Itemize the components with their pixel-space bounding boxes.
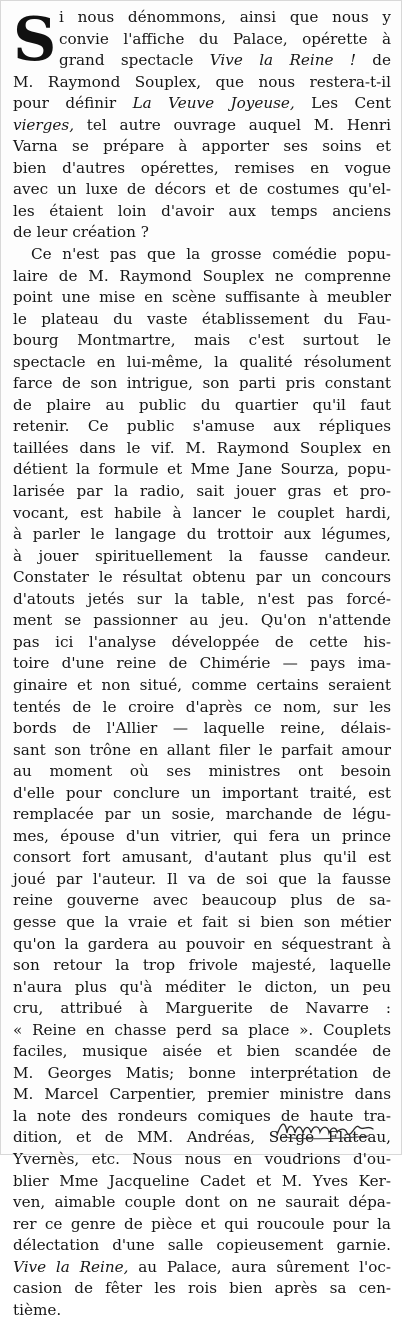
- article-line: M. Raymond Souplex, que nous restera-t-il: [13, 72, 391, 91]
- article-line: ment se passionner au jeu. Qu'on n'attende: [13, 611, 391, 630]
- article-line: joué par l'auteur. Il va de soi que la fausse: [13, 869, 391, 888]
- article-line: blier Mme Jacqueline Cadet et M. Yves Ker-: [13, 1171, 391, 1190]
- article-line: retenir. Ce public s'amuse aux répliques: [13, 417, 391, 436]
- article-line: i nous dénommons, ainsi que nous y: [59, 8, 391, 26]
- article-line: vierges, tel autre ouvrage auquel M. Henri: [13, 115, 391, 134]
- article-line: gesse que la vraie et fait si bien son métier: [13, 912, 391, 931]
- article-line: les étaient loin d'avoir aux temps anciens: [13, 201, 391, 220]
- article-line: faciles, musique aisée et bien scandée de: [13, 1042, 391, 1061]
- article-line: au moment où ses ministres ont besoin: [13, 762, 391, 781]
- article-line: farce de son intrigue, son parti pris constant: [13, 374, 391, 393]
- article-line: dition, et de MM. Andréas, Serge Flateau,: [13, 1128, 391, 1147]
- article-line: remplacée par un sosie, marchande de légu-: [13, 805, 391, 824]
- article-line: « Reine en chasse perd sa place ». Couplets: [13, 1020, 391, 1039]
- article-line: détient la formule et Mme Jane Sourza, popu-: [13, 460, 391, 479]
- article-line: convie l'affiche du Palace, opérette à: [59, 29, 391, 48]
- article-line: tième.: [13, 1300, 62, 1319]
- article-line: ven, aimable couple dont on ne saurait dépa-: [13, 1193, 391, 1212]
- article-line: à jouer spirituellement la fausse candeur.: [13, 546, 391, 565]
- article-line: de plaire au public du quartier qu'il faut: [13, 395, 391, 414]
- article-line: d'atouts jetés sur la table, n'est pas forcé-: [13, 589, 391, 608]
- article-line: bourg Montmartre, mais c'est surtout le: [13, 331, 391, 350]
- article-line: Yvernès, etc. Nous nous en voudrions d'ou-: [13, 1149, 391, 1168]
- article-line: de leur création ?: [13, 223, 149, 242]
- article-line: pas ici l'analyse développée de cette his-: [13, 632, 391, 651]
- article-line: Constater le résultat obtenu par un concours: [13, 568, 391, 587]
- article-line: Varna se prépare à apporter ses soins et: [13, 137, 391, 156]
- drop-cap: S: [13, 5, 57, 75]
- article-line: vocant, est habile à lancer le couplet hardi,: [13, 503, 391, 522]
- article-line: qu'on la gardera au pouvoir en séquestrant à: [13, 934, 391, 953]
- article-line: le plateau du vaste établissement du Fau-: [13, 309, 391, 328]
- article-line: tentés de le croire d'après ce nom, sur les: [13, 697, 391, 716]
- article-line: bords de l'Allier — laquelle reine, délais-: [13, 719, 391, 738]
- article-line: bien d'autres opérettes, remises en vogue: [13, 158, 391, 177]
- article-line: consort fort amusant, d'autant plus qu'il est: [13, 848, 391, 867]
- article-line: point une mise en scène suffisante à meubler: [13, 288, 391, 307]
- article-line: ginaire et non situé, comme certains seraient: [13, 675, 391, 694]
- signature-scribble: [273, 1113, 383, 1143]
- article-line: pour définir La Veuve Joyeuse, Les Cent: [13, 94, 391, 113]
- article-line: taillées dans le vif. M. Raymond Souplex en: [13, 438, 391, 457]
- article-line: Ce n'est pas que la grosse comédie popu-: [31, 245, 391, 264]
- article-line: cru, attribué à Marguerite de Navarre :: [13, 999, 391, 1018]
- article-line: rer ce genre de pièce et qui roucoule pour la: [13, 1214, 391, 1233]
- article-line: n'aura plus qu'à méditer le dicton, un peu: [13, 977, 391, 996]
- article-line: avec un luxe de décors et de costumes qu'el-: [13, 180, 391, 199]
- article-line: casion de fêter les rois bien après sa cen-: [13, 1279, 391, 1298]
- author-signature: [273, 1113, 383, 1143]
- article-line: la note des rondeurs comiques de haute tra-: [13, 1106, 391, 1125]
- article-line: M. Marcel Carpentier, premier ministre dans: [13, 1085, 391, 1104]
- article-line: mes, épouse d'un vitrier, qui fera un prince: [13, 826, 391, 845]
- article-line: Vive la Reine, au Palace, aura sûrement l'oc-: [13, 1257, 391, 1276]
- article-line: délectation d'une salle copieusement garnie.: [13, 1236, 391, 1255]
- article-line: grand spectacle Vive la Reine ! de: [59, 51, 391, 70]
- article-line: laire de M. Raymond Souplex ne comprenne: [13, 266, 391, 285]
- article-line: toire d'une reine de Chimérie — pays ima-: [13, 654, 391, 673]
- article-line: à parler le langage du trottoir aux légumes,: [13, 525, 391, 544]
- article-line: d'elle pour conclure un important traité, est: [13, 783, 391, 802]
- article-line: son retour la trop frivole majesté, laquelle: [13, 956, 391, 975]
- article-line: reine gouverne avec beaucoup plus de sa-: [13, 891, 391, 910]
- article-line: sant son trône en allant filer le parfait amour: [13, 740, 391, 759]
- article-line: larisée par la radio, sait jouer gras et pro-: [13, 482, 391, 501]
- article-line: M. Georges Matis; bonne interprétation de: [13, 1063, 391, 1082]
- article-line: spectacle en lui-même, la qualité résolument: [13, 352, 391, 371]
